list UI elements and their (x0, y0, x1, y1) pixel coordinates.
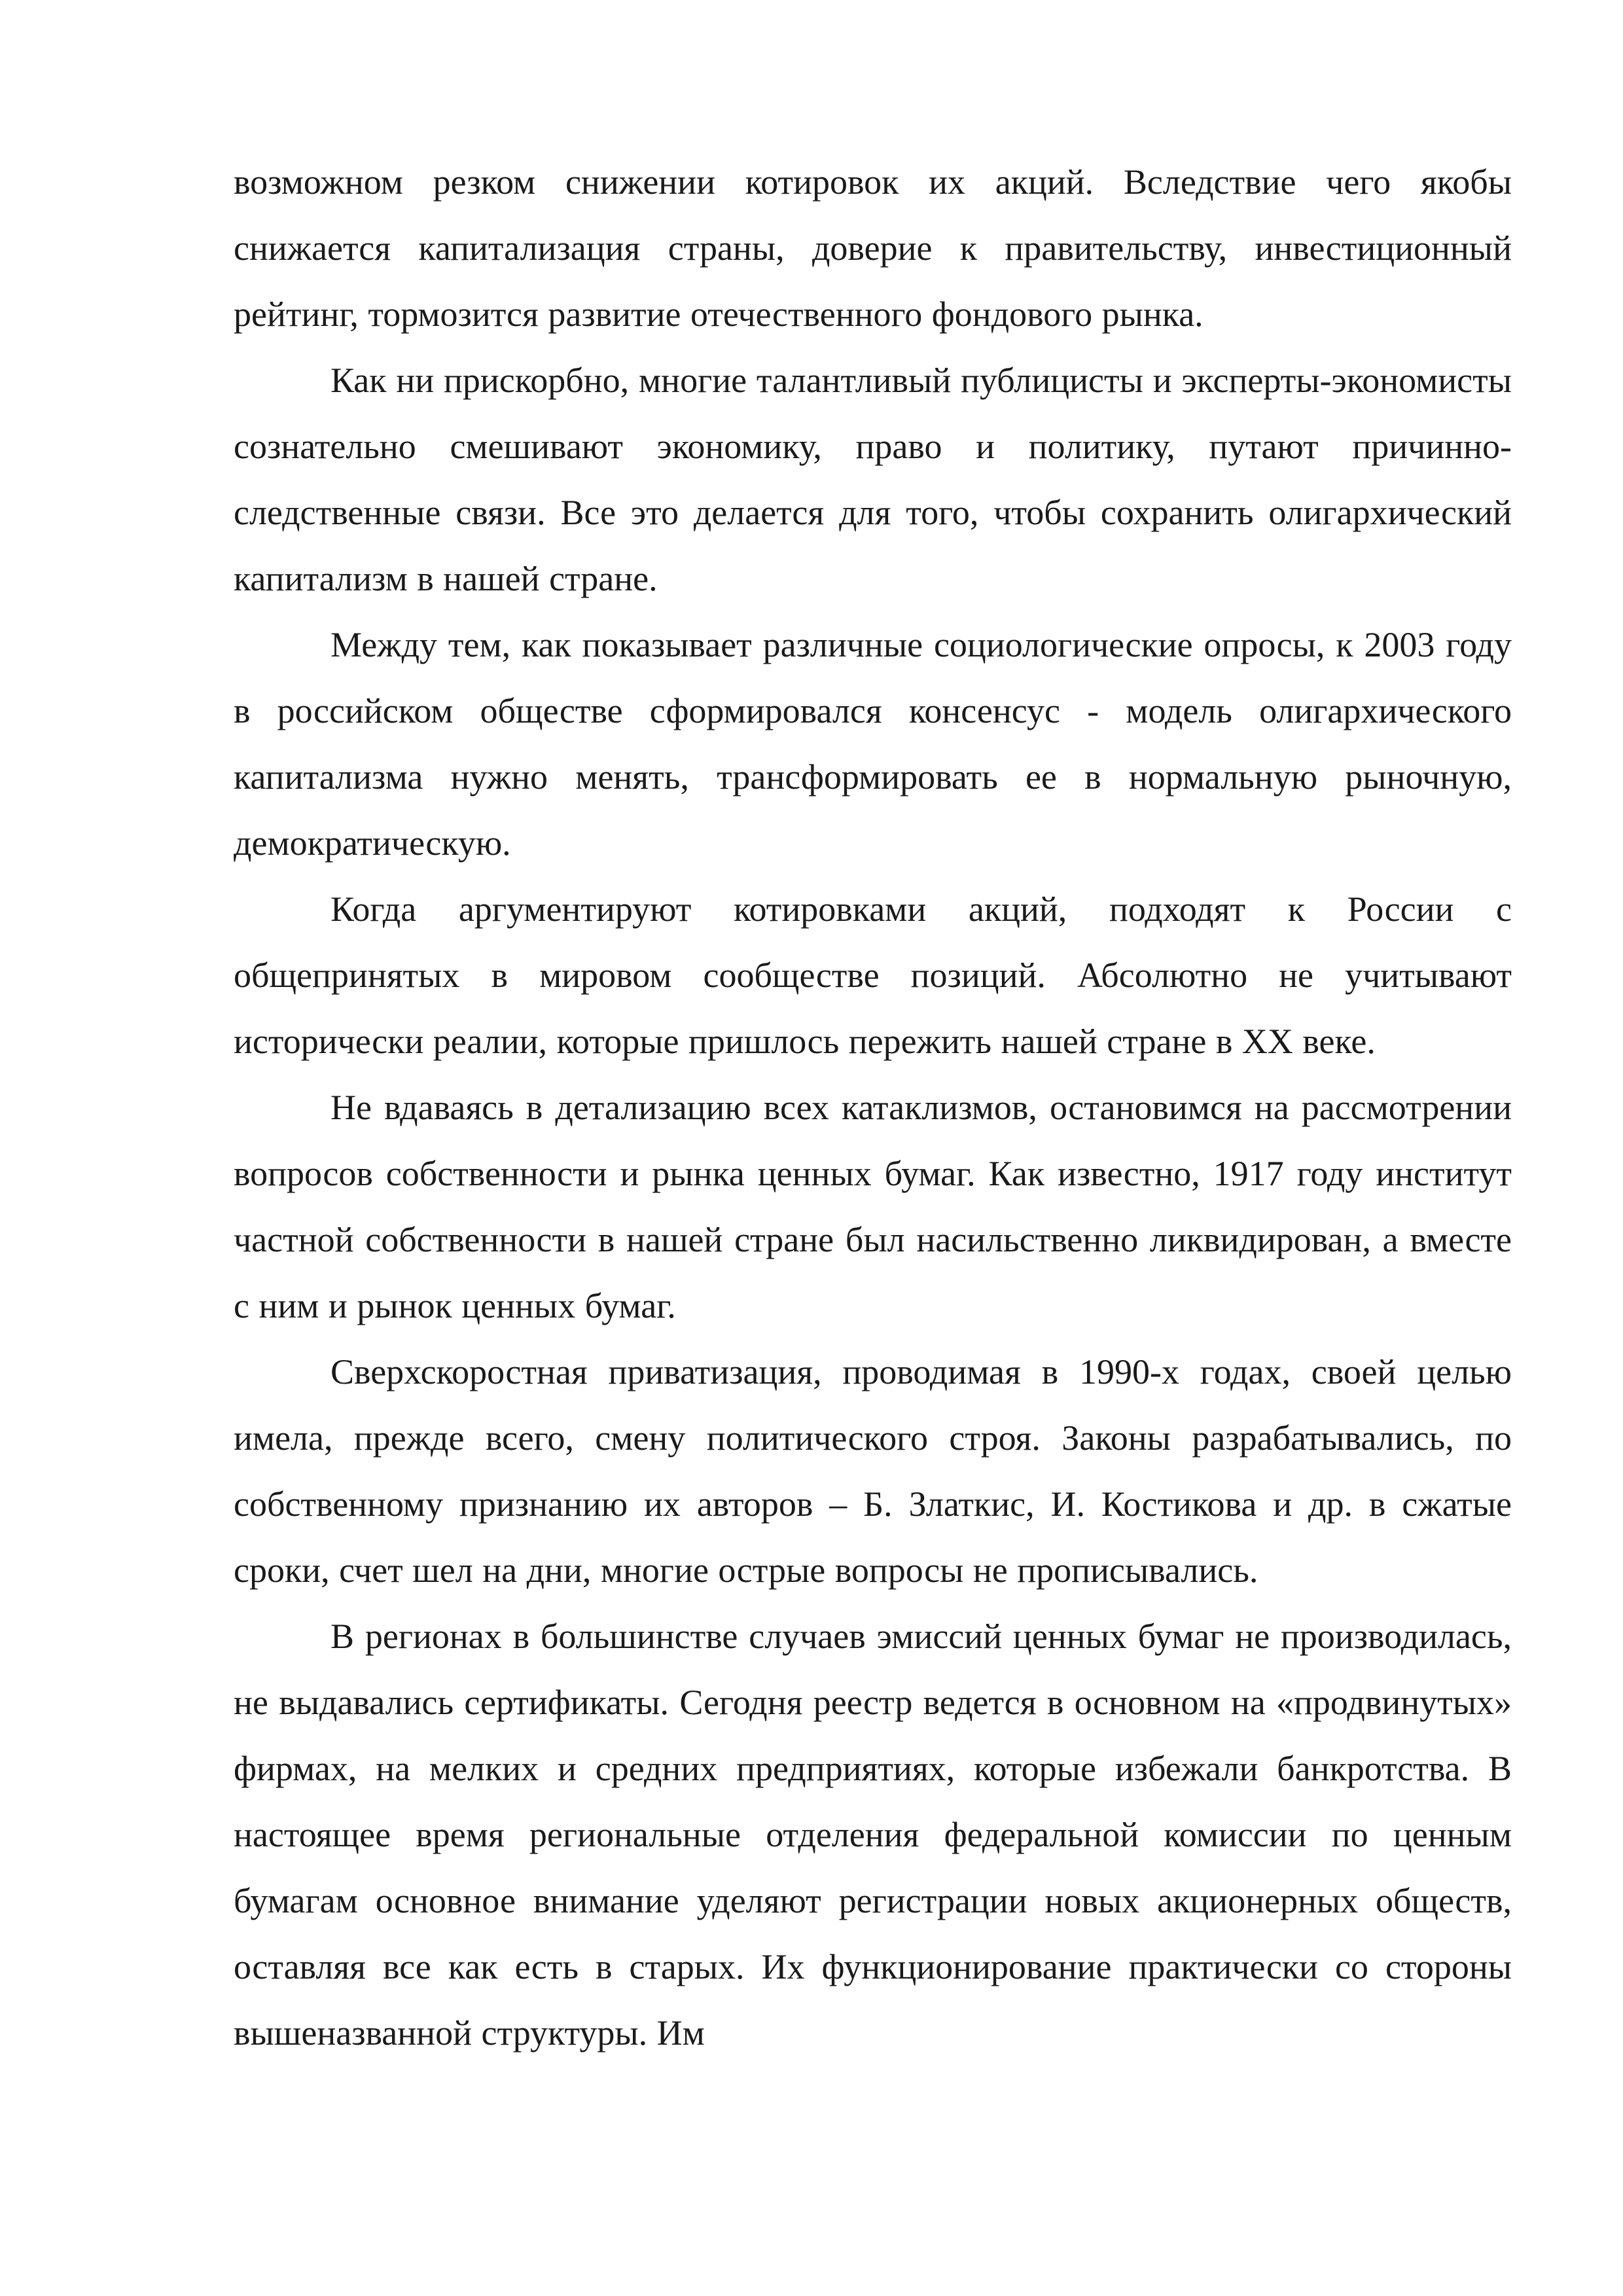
paragraph-5: Не вдаваясь в детализацию всех катаклизмов, остановимся на рассмотрении вопросов собственности и рынка ценных бумаг. Как известно, 1917 году институт частной собственности в нашей стране был насильственно ликвидирован, а вместе с ним и рынок ценных бумаг. (234, 1088, 1512, 1325)
paragraph-3: Между тем, как показывает различные социологические опросы, к 2003 году в российском обществе сформировался консенсус - модель олигархического капитализма нужно менять, трансформировать ее в нормальную рыночную, демократическую. (234, 625, 1512, 863)
paragraph-1: возможном резком снижении котировок их акций. Вследствие чего якобы снижается капитализация страны, доверие к правительству, инвестиционный рейтинг, тормозится развитие отечественного фондового рынка. (234, 162, 1512, 334)
paragraph-7: В регионах в большинстве случаев эмиссий ценных бумаг не производилась, не выдавались сертификаты. Сегодня реестр ведется в основном на «продвинутых» фирмах, на мелких и средних предприятиях, которые избежали банкротства. В настоящее время региональные отделения федеральной комиссии по ценным бумагам основное внимание уделяют регистрации новых акционерных обществ, оставляя все как есть в старых. Их функционирование практически со стороны вышеназванной структуры. Им (234, 1617, 1512, 2053)
paragraph-4: Когда аргументируют котировками акций, подходят к России с общепринятых в мировом сообществе позиций. Абсолютно не учитывают исторически реалии, которые пришлось пережить нашей стране в XX веке. (234, 889, 1512, 1061)
document-body (234, 149, 1512, 2066)
paragraph-6: Сверхскоростная приватизация, проводимая в 1990-х годах, своей целью имела, прежде всего, смену политического строя. Законы разрабатывались, по собственному признанию их авторов – Б. Златкис, И. Костикова и др. в сжатые сроки, счет шел на дни, многие острые вопросы не прописывались. (234, 1352, 1512, 1590)
paragraph-2: Как ни прискорбно, многие талантливый публицисты и эксперты-экономисты сознательно смешивают экономику, право и политику, путают причинно-следственные связи. Все это делается для того, чтобы сохранить олигархический капитализм в нашей стране. (234, 361, 1512, 598)
